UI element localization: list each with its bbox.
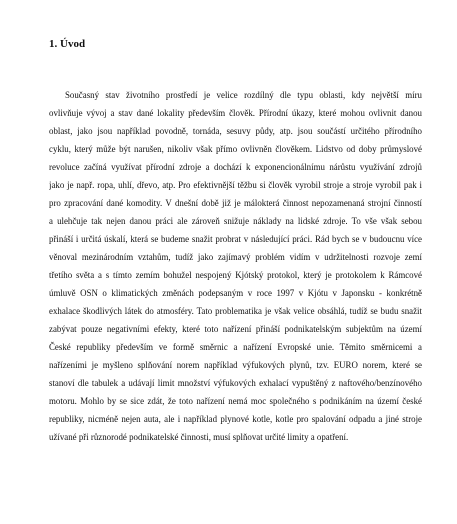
paragraph-line: exhalace škodlivých látek do atmosféry. Tato problematika je však velice obsáhlá, tudíž se budu snažit bbox=[49, 306, 422, 316]
paragraph-line: pro zpracování dané komodity. V dnešní době již je málokterá činnost nepozamenaná strojní činností bbox=[49, 198, 422, 208]
paragraph-line: a ulehčuje tak nejen danou práci ale zároveň snižuje náklady na lidské zdroje. To vše však sebou bbox=[49, 216, 422, 226]
paragraph-line: České republiky především ve formě směrnic a nařízení Evropské unie. Těmito směrnicemi a bbox=[49, 342, 422, 352]
paragraph-line: ovlivňuje vývoj a stav dané lokality především člověk. Přírodní úkazy, které mohou ovlivnit danou bbox=[49, 108, 422, 118]
paragraph-line: jako je např. ropa, uhlí, dřevo, atp. Pro efektivnější těžbu si člověk vyrobil stroje a stroje vyrobil pak i bbox=[49, 180, 422, 190]
paragraph-line: republiky, nicméně nejen auta, ale i například plynové kotle, kotle pro spalování odpadu a jiné stroje bbox=[49, 414, 422, 424]
paragraph-line: motoru. Mohlo by se sice zdát, že toto nařízení nemá moc společného s podnikáním na území české bbox=[49, 396, 422, 406]
paragraph-line: věnoval mezinárodním vztahům, tudíž jako zajímavý problém vidím v udržitelnosti rozvoje zemí bbox=[49, 252, 422, 262]
paragraph-line: přináší i určitá úskalí, která se budeme snažit probrat v následující práci. Rád bych se v budoucnu více bbox=[49, 234, 422, 244]
paragraph-line: úmluvě OSN o klimatických změnách podepsaným v roce 1997 v Kjótu v Japonsku - konkrétně bbox=[49, 288, 422, 298]
paragraph-line: třetího světa a s tímto zemím bohužel nespojený Kjótský protokol, který je protokolem k Rámcové bbox=[49, 270, 422, 280]
paragraph-line: užívané při různorodé podnikatelské činnosti, musí splňovat určité limity a opatření. bbox=[49, 432, 349, 442]
paragraph-line: revoluce začíná využívat přírodní zdroje a dochází k exponencionálnímu nárůstu využívání zdrojů bbox=[49, 162, 422, 172]
paragraph-line: Současný stav životního prostředí je velice rozdílný dle typu oblasti, kdy největší míru bbox=[65, 90, 422, 100]
paragraph-line: zabývat pouze negativními efekty, které toto nařízení přináší podnikatelským subjektům na území bbox=[49, 324, 422, 334]
paragraph-line: cyklu, který může být narušen, nikoliv však přímo ovlivněn člověkem. Lidstvo od doby průmyslové bbox=[49, 144, 422, 154]
paragraph-line: stanoví dle tabulek a udávají limit množství výfukových exhalací vypuštěný z naftového/benzínového bbox=[49, 378, 422, 388]
section-heading: 1. Úvod bbox=[49, 38, 86, 50]
paragraph-line: nařízeními je myšleno splňování norem například výfukových plynů, tzv. EURO norem, které se bbox=[49, 360, 422, 370]
paragraph-line: oblast, jako jsou například povodně, tornáda, sesuvy půdy, atp. jsou součástí určitého přírodního bbox=[49, 126, 422, 136]
